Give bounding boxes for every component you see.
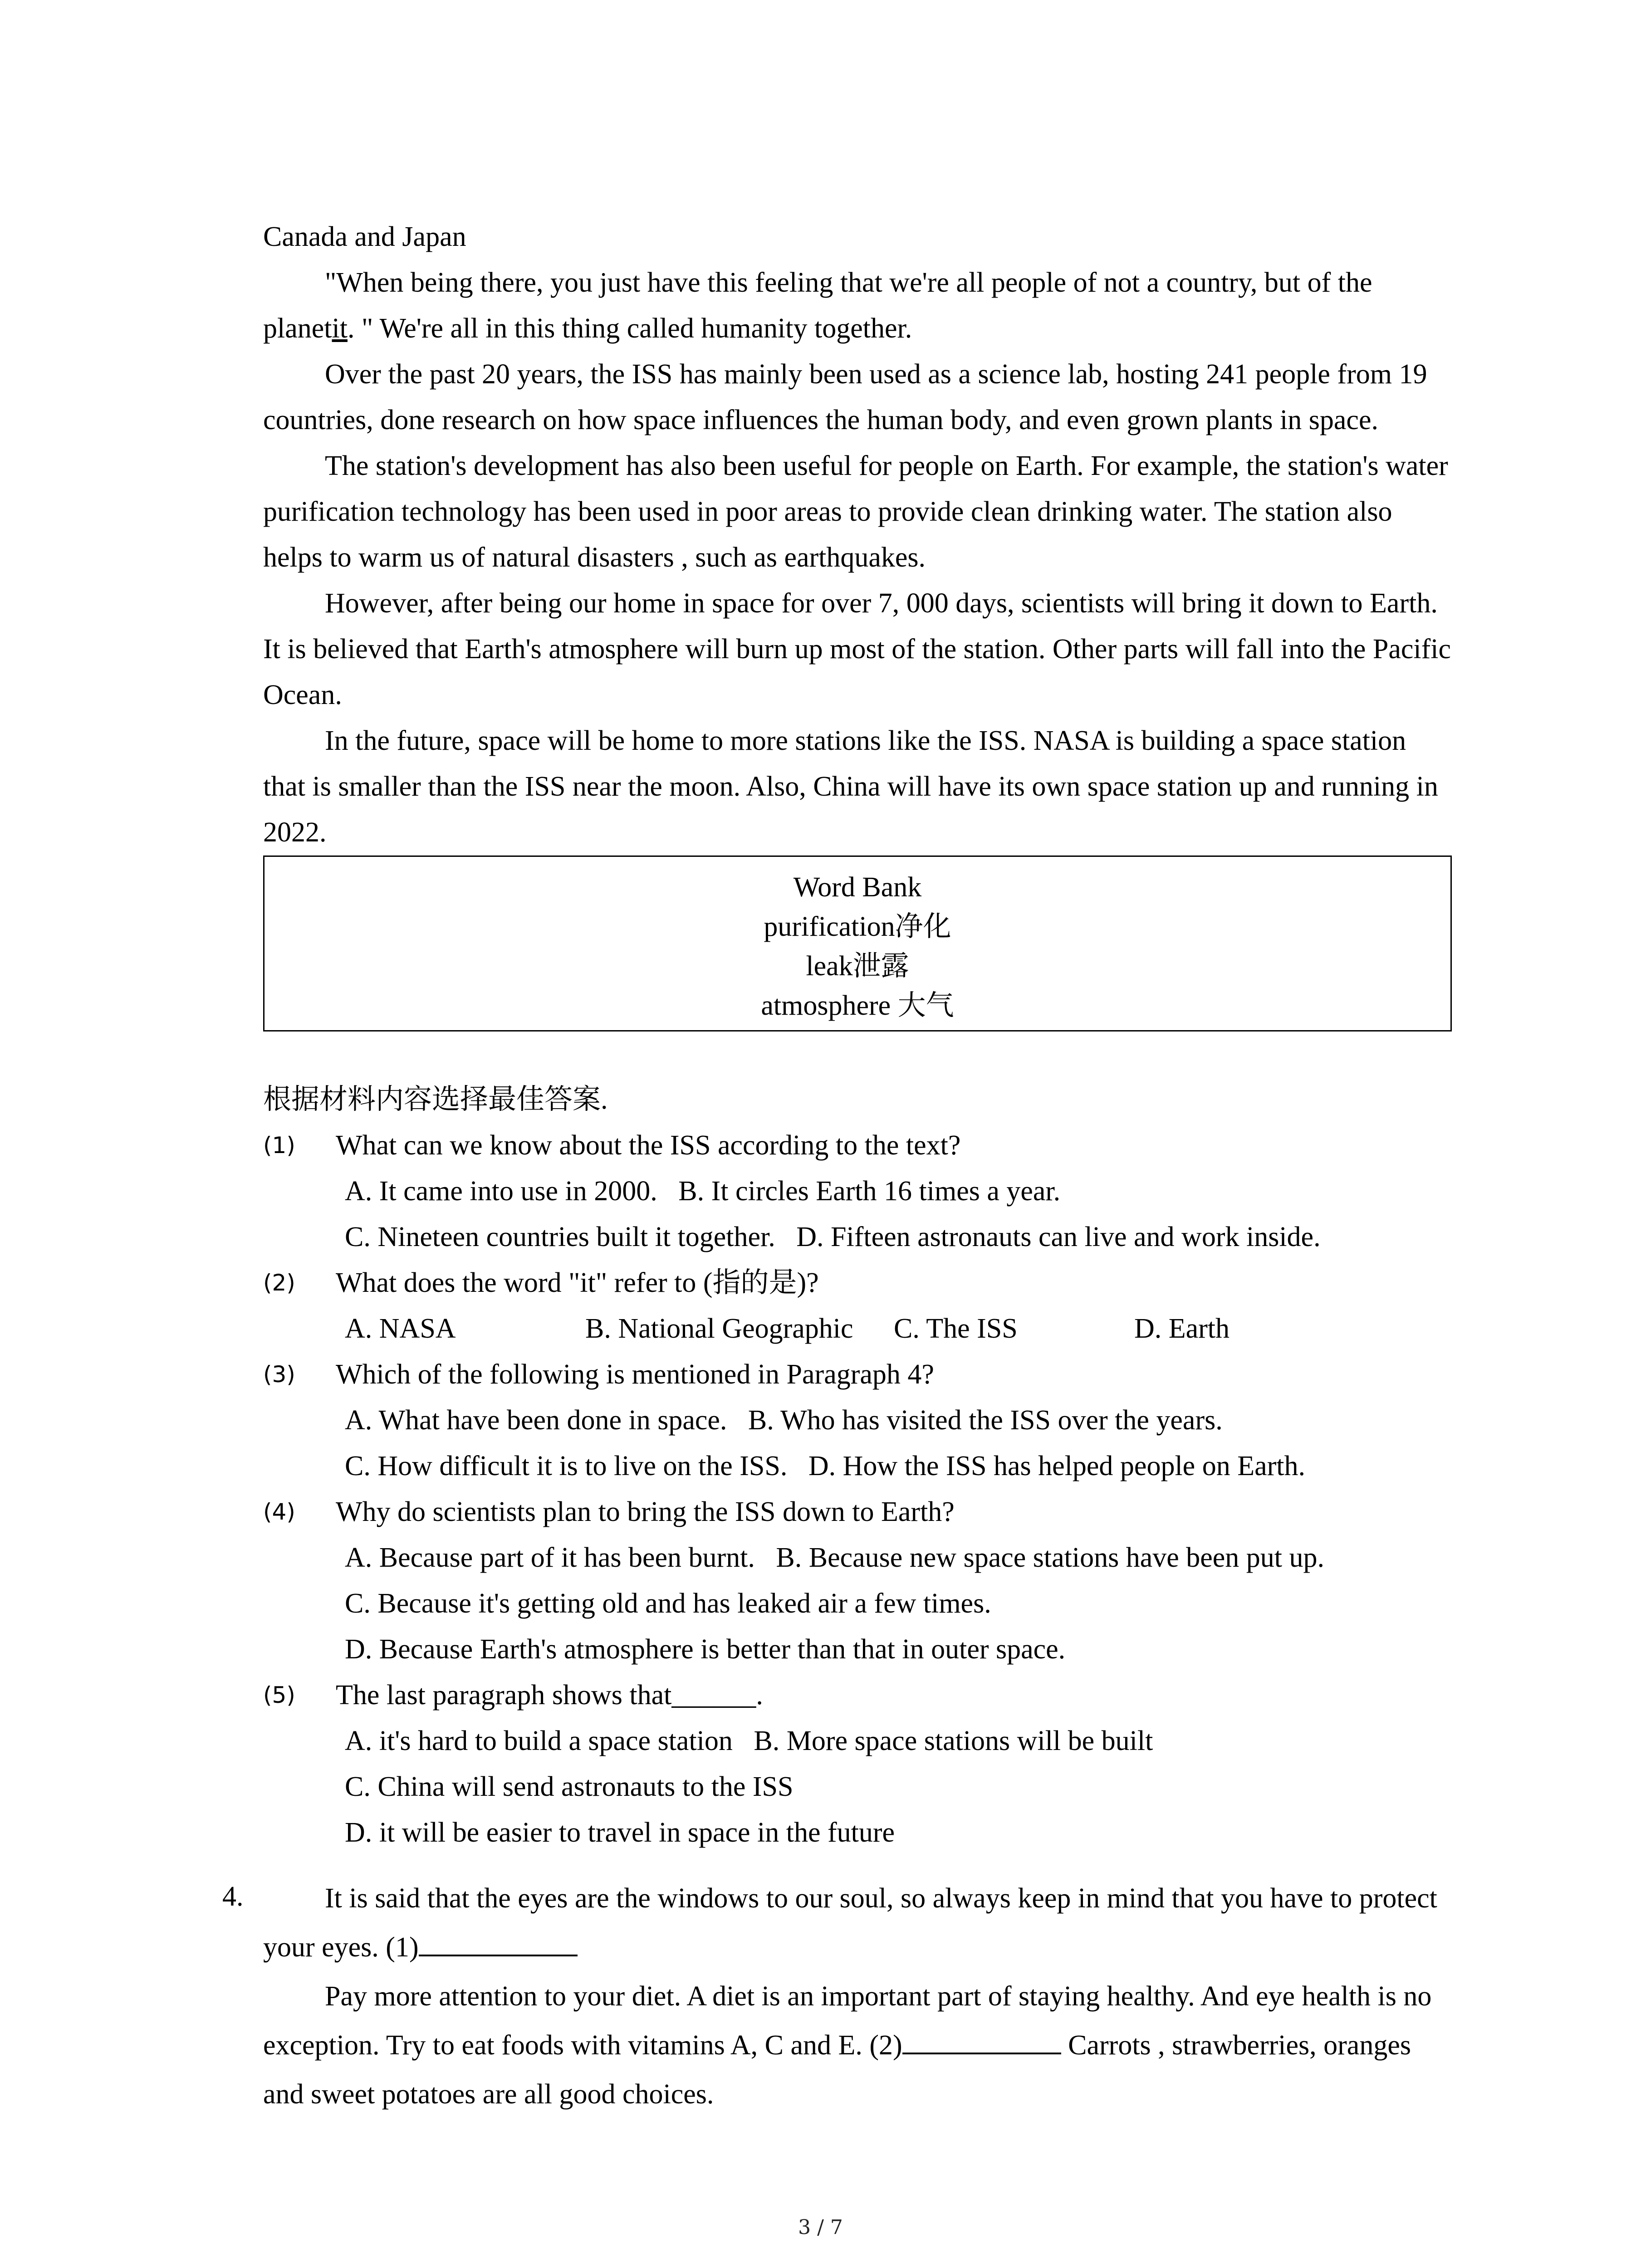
word-bank-item: purification净化 [764, 911, 951, 942]
section-number: 4. [222, 1881, 244, 1912]
option-line: A. What have been done in space. B. Who has visited the ISS over the years. [345, 1405, 1223, 1436]
question-text: What can we know about the ISS according to the text? [336, 1130, 961, 1161]
quote-it-underlined: it [332, 313, 348, 344]
question-4 [263, 1489, 1452, 1535]
question-number: (3) [263, 1361, 295, 1388]
option-line: C. Nineteen countries built it together. D. Fifteen astronauts can live and work inside. [345, 1222, 1321, 1252]
answer-blank-2[interactable] [902, 2021, 1061, 2054]
word-bank-box [263, 855, 1452, 1031]
section-4-paragraph-1 [263, 1874, 1452, 1972]
quote-part1: "When being there, you just have this feeling that we're all people of not a country, but of the planet [263, 267, 1372, 344]
section-4-text: Pay more attention to your diet. A diet is an important part of staying healthy. And eye health is no exception. Try to eat foods with vitamins A, C and E. (2) [263, 1981, 1432, 2061]
question-text: The last paragraph shows that______. [336, 1680, 763, 1711]
question-2 [263, 1260, 1452, 1306]
section-4 [222, 1874, 1452, 2119]
option-d: D. Earth [1134, 1313, 1230, 1344]
passage-line-top: Canada and Japan [263, 221, 466, 252]
question-5 [263, 1672, 1452, 1718]
instruction-text: 根据材料内容选择最佳答案. [263, 1084, 608, 1115]
question-text: What does the word "it" refer to (指的是)? [336, 1267, 819, 1298]
answer-blank-1[interactable] [419, 1923, 578, 1956]
section-4-text: It is said that the eyes are the windows to our soul, so always keep in mind that you have to protect your eyes. (1) [263, 1883, 1437, 1963]
question-text: Why do scientists plan to bring the ISS down to Earth? [336, 1496, 955, 1527]
document-page [222, 214, 1452, 2119]
option-line: A. It came into use in 2000. B. It circles Earth 16 times a year. [345, 1176, 1061, 1207]
page-number: 3 / 7 [798, 2216, 843, 2239]
word-bank-title: Word Bank [793, 872, 922, 903]
option-a: A. NASA [345, 1313, 456, 1344]
option-line: C. How difficult it is to live on the ISS. D. How the ISS has helped people on Earth. [345, 1451, 1305, 1481]
word-bank-item: atmosphere 大气 [761, 990, 954, 1021]
option-row [263, 1306, 1452, 1352]
passage-paragraph-future: In the future, space will be home to more stations like the ISS. NASA is building a space station that is smaller than the ISS near the moon. Also, China will have its own space station up and running in 2022. [263, 725, 1438, 848]
question-number: (5) [263, 1682, 295, 1708]
question-3 [263, 1352, 1452, 1398]
option-line: D. it will be easier to travel in space in the future [345, 1817, 895, 1848]
word-bank-item: leak泄露 [806, 951, 909, 982]
question-number: (4) [263, 1499, 295, 1525]
question-number: (1) [263, 1132, 295, 1158]
question-text: Which of the following is mentioned in Paragraph 4? [336, 1359, 934, 1390]
section-4-paragraph-2 [263, 1972, 1452, 2119]
passage-quote [263, 260, 1452, 352]
passage-paragraph-development: The station's development has also been useful for people on Earth. For example, the station's water purification technology has been used in poor areas to provide clean drinking water. The station also helps to warm us of natural disasters , such as earthquakes. [263, 450, 1448, 573]
section-4-text: Carrots , strawberries, oranges and sweet potatoes are all good choices. [263, 2030, 1411, 2110]
quote-part2: . " We're all in this thing called humanity together. [347, 313, 912, 344]
question-1 [263, 1123, 1452, 1168]
option-b: B. National Geographic [585, 1313, 853, 1344]
passage-paragraph-however: However, after being our home in space for over 7, 000 days, scientists will bring it down to Earth. It is believed that Earth's atmosphere will burn up most of the station. Other parts will fall into the Pacific Ocean. [263, 588, 1451, 710]
question-number: (2) [263, 1270, 295, 1296]
option-c: C. The ISS [894, 1313, 1018, 1344]
option-line: A. it's hard to build a space station B. More space stations will be built [345, 1725, 1153, 1756]
option-line: C. Because it's getting old and has leaked air a few times. [345, 1588, 991, 1619]
passage-paragraph-science: Over the past 20 years, the ISS has mainly been used as a science lab, hosting 241 people from 19 countries, done research on how space influences the human body, and even grown plants in space. [263, 359, 1427, 435]
option-line: A. Because part of it has been burnt. B. Because new space stations have been put up. [345, 1542, 1325, 1573]
option-line: D. Because Earth's atmosphere is better than that in outer space. [345, 1634, 1066, 1665]
option-line: C. China will send astronauts to the ISS [345, 1771, 794, 1802]
